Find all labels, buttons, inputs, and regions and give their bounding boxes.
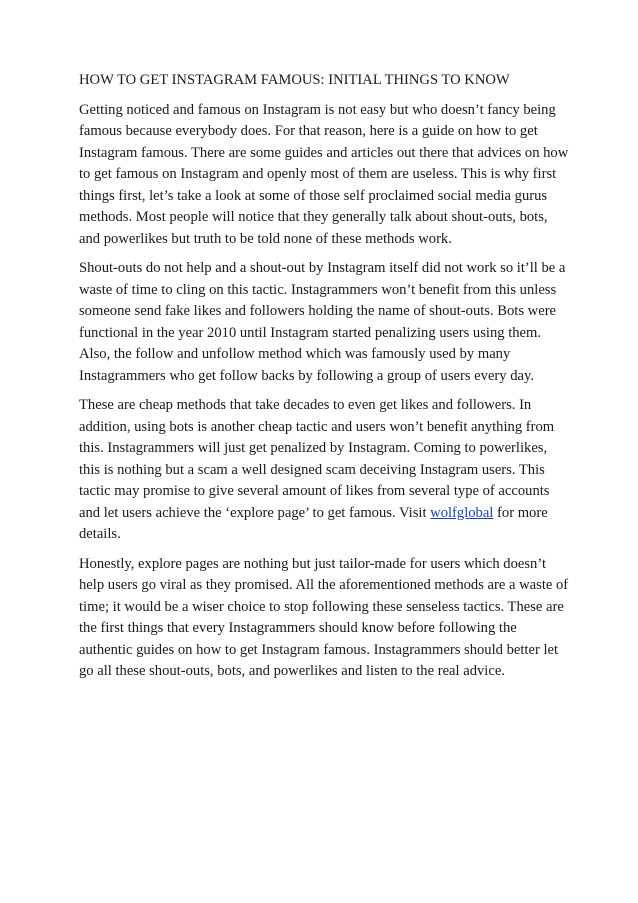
- paragraph-3-text: These are cheap methods that take decades to even get likes and followers. In addition, using bots is another cheap tactic and users won’t benefit anything from this. Instagrammers will just get penalized by Instagram. Coming to powerlikes, this is nothing but a scam a well designed scam deceiving Instagram users. This tactic may promise to give several amount of likes from several type of accounts and let users achieve the ‘explore page’ to get famous. Visit: [79, 397, 555, 521]
- document-title: HOW TO GET INSTAGRAM FAMOUS: INITIAL THINGS TO KNOW: [79, 72, 510, 88]
- paragraph-3: [79, 395, 571, 546]
- paragraph-2: Shout-outs do not help and a shout-out by Instagram itself did not work so it’ll be a waste of time to cling on this tactic. Instagrammers won’t benefit from this unless someone send fake likes and followers holding the name of shout-outs. Bots were functional in the year 2010 until Instagram started penalizing users using them. Also, the follow and unfollow method which was famously used by many Instagrammers who get follow backs by following a group of users every day.: [79, 260, 566, 384]
- paragraph-4: Honestly, explore pages are nothing but just tailor-made for users which doesn’t help users go viral as they promised. All the aforementioned methods are a waste of time; it would be a wiser choice to stop following these senseless tactics. These are the first things that every Instagrammers should know before following the authentic guides on how to get Instagram famous. Instagrammers should better let go all these shout-outs, bots, and powerlikes and listen to the real advice.: [79, 555, 569, 679]
- paragraph-1: Getting noticed and famous on Instagram is not easy but who doesn’t fancy being famous because everybody does. For that reason, here is a guide on how to get Instagram famous. There are some guides and articles out there that advices on how to get famous on Instagram and openly most of them are useless. This is why first things first, let’s take a look at some of those self proclaimed social media gurus methods. Most people will notice that they generally talk about shout-outs, bots, and powerlikes but truth to be told none of these methods work.: [79, 101, 569, 247]
- document-body: [79, 70, 571, 691]
- wolfglobal-link[interactable]: wolfglobal: [430, 504, 494, 521]
- paragraph-3-end-text: for more details.: [79, 504, 548, 542]
